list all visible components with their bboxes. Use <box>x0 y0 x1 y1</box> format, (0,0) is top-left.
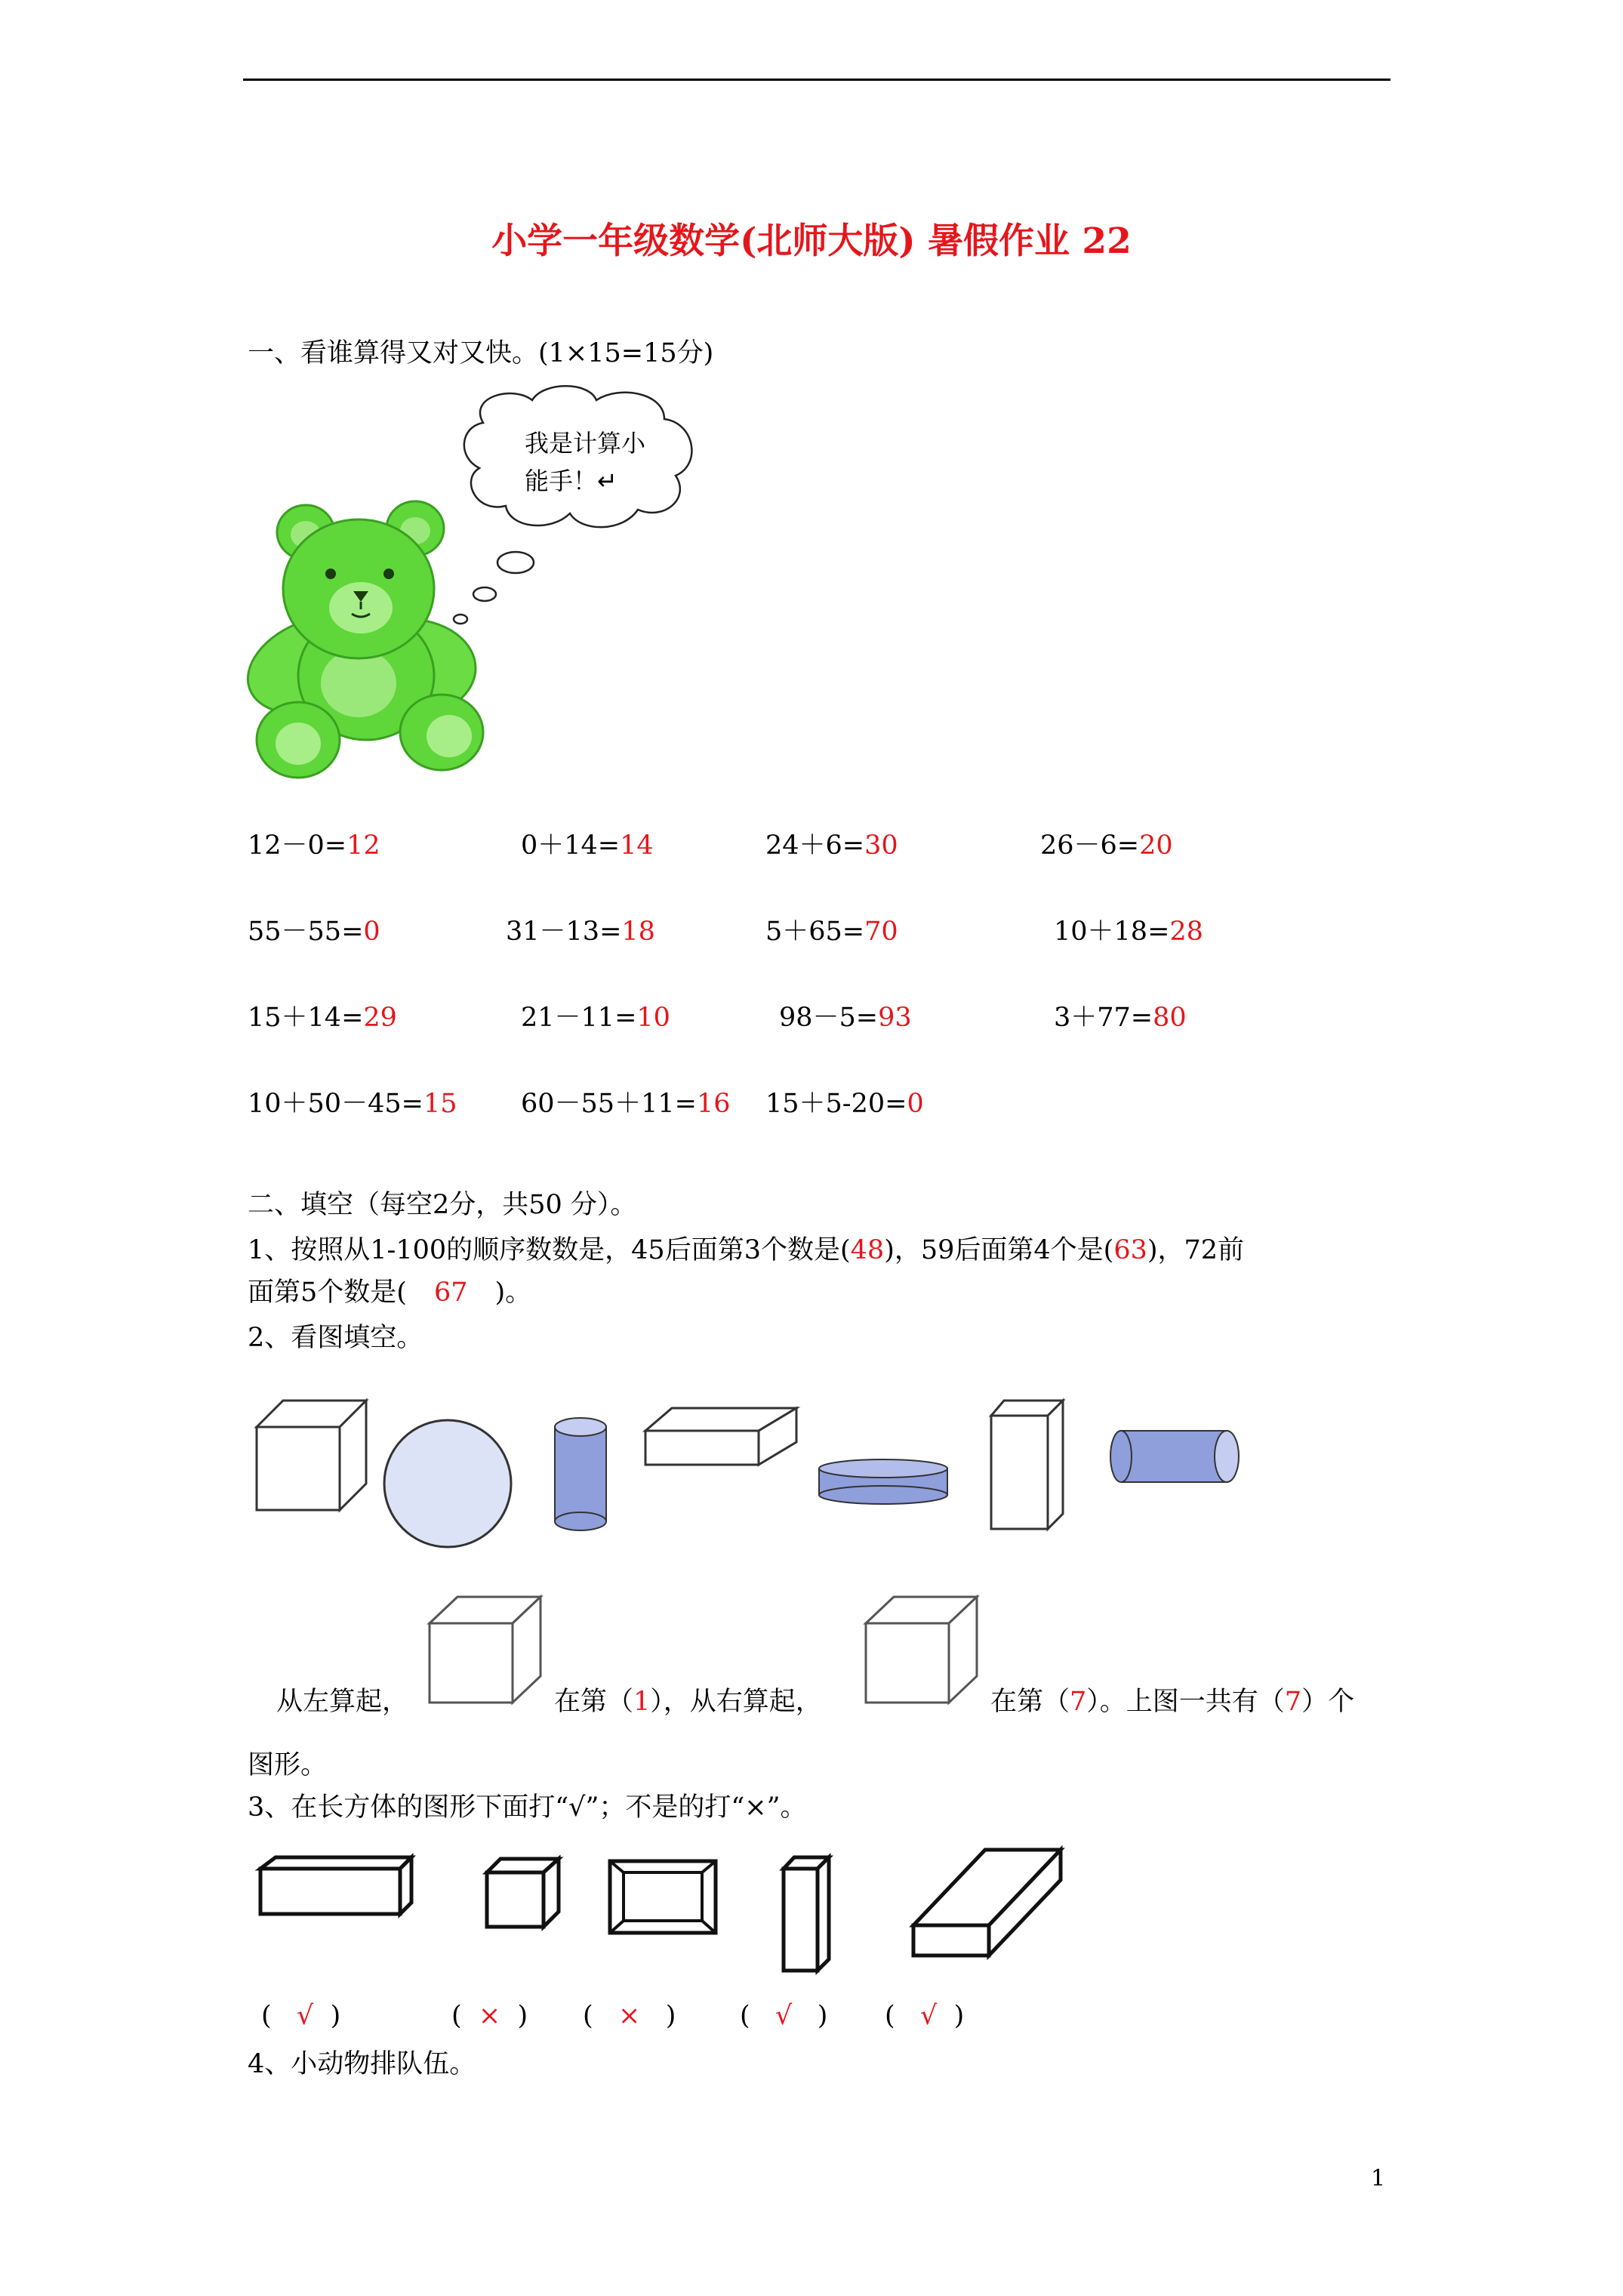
shapes-row <box>249 1389 1253 1555</box>
question1-line2: 面第5个数是( 67 )。 <box>248 1277 532 1308</box>
equation: 24＋6=30 <box>765 831 898 861</box>
cube-shape <box>257 1401 366 1510</box>
question2-text4: 图形。 <box>248 1750 328 1780</box>
equation: 12－0=12 <box>248 831 380 861</box>
question2-heading: 2、看图填空。 <box>248 1323 423 1353</box>
disc-shape <box>819 1459 947 1504</box>
question2-text3: 在第（7）。上图一共有（7）个 <box>990 1687 1355 1717</box>
question3-heading: 3、在长方体的图形下面打“√”；不是的打“×”。 <box>248 1792 807 1823</box>
equation: 3＋77=80 <box>1054 1003 1187 1033</box>
q3-tall-cuboid <box>784 1857 829 1971</box>
equation: 31－13=18 <box>506 917 655 947</box>
equation: 55－55=0 <box>248 917 380 947</box>
section2-heading: 二、填空（每空2分，共50 分）。 <box>248 1190 637 1220</box>
q3-answer: ( × ) <box>583 2001 676 2031</box>
section1-heading: 一、看谁算得又对又快。(1×15=15分) <box>248 338 714 368</box>
equation: 15＋5-20=0 <box>765 1089 924 1119</box>
q3-square-frame <box>610 1861 716 1933</box>
question2-text1: 从左算起， <box>276 1687 409 1717</box>
sphere-shape <box>384 1420 511 1547</box>
equation: 60－55＋11=16 <box>521 1089 731 1119</box>
q3-small-cube <box>487 1859 559 1927</box>
cylinder-shape <box>555 1418 606 1530</box>
equation: 0＋14=14 <box>521 831 654 861</box>
q3-answer: ( × ) <box>451 2001 528 2031</box>
equation: 5＋65=70 <box>765 917 898 947</box>
q3-long-cuboid <box>260 1857 411 1914</box>
equation: 21－11=10 <box>521 1003 670 1033</box>
question2-text2: 在第（1），从右算起， <box>554 1687 822 1717</box>
header-rule <box>243 79 1390 81</box>
page-title: 小学一年级数学(北师大版) 暑假作业 22 <box>491 220 1132 262</box>
q3-shapes-row <box>249 1835 1079 1978</box>
q3-answer: ( √ ) <box>740 2001 828 2031</box>
q3-answer: ( √ ) <box>261 2001 341 2031</box>
equation: 98－5=93 <box>779 1003 912 1033</box>
cuboid-shape <box>645 1408 796 1465</box>
cube-inline-2 <box>864 1593 984 1706</box>
q3-answer: ( √ ) <box>885 2001 965 2031</box>
equation: 10＋18=28 <box>1054 917 1203 947</box>
bear-illustration <box>242 381 755 789</box>
tall-cuboid-shape <box>991 1401 1063 1529</box>
cube-inline-1 <box>427 1593 548 1706</box>
horizontal-cylinder-shape <box>1110 1431 1239 1482</box>
bubble-text-line1: 我是计算小 <box>525 429 646 458</box>
page-number: 1 <box>1371 2165 1386 2192</box>
q3-slanted-cuboid <box>913 1850 1061 1955</box>
equation: 10＋50－45=15 <box>248 1089 457 1119</box>
equation: 15＋14=29 <box>248 1003 397 1033</box>
bubble-text-line2: 能手！↵ <box>525 467 617 495</box>
equation: 26－6=20 <box>1040 831 1173 861</box>
question4-heading: 4、小动物排队伍。 <box>248 2049 476 2079</box>
question1-line1: 1、按照从1-100的顺序数数是，45后面第3个数是(48)，59后面第4个是(63)，72前 <box>248 1235 1245 1265</box>
